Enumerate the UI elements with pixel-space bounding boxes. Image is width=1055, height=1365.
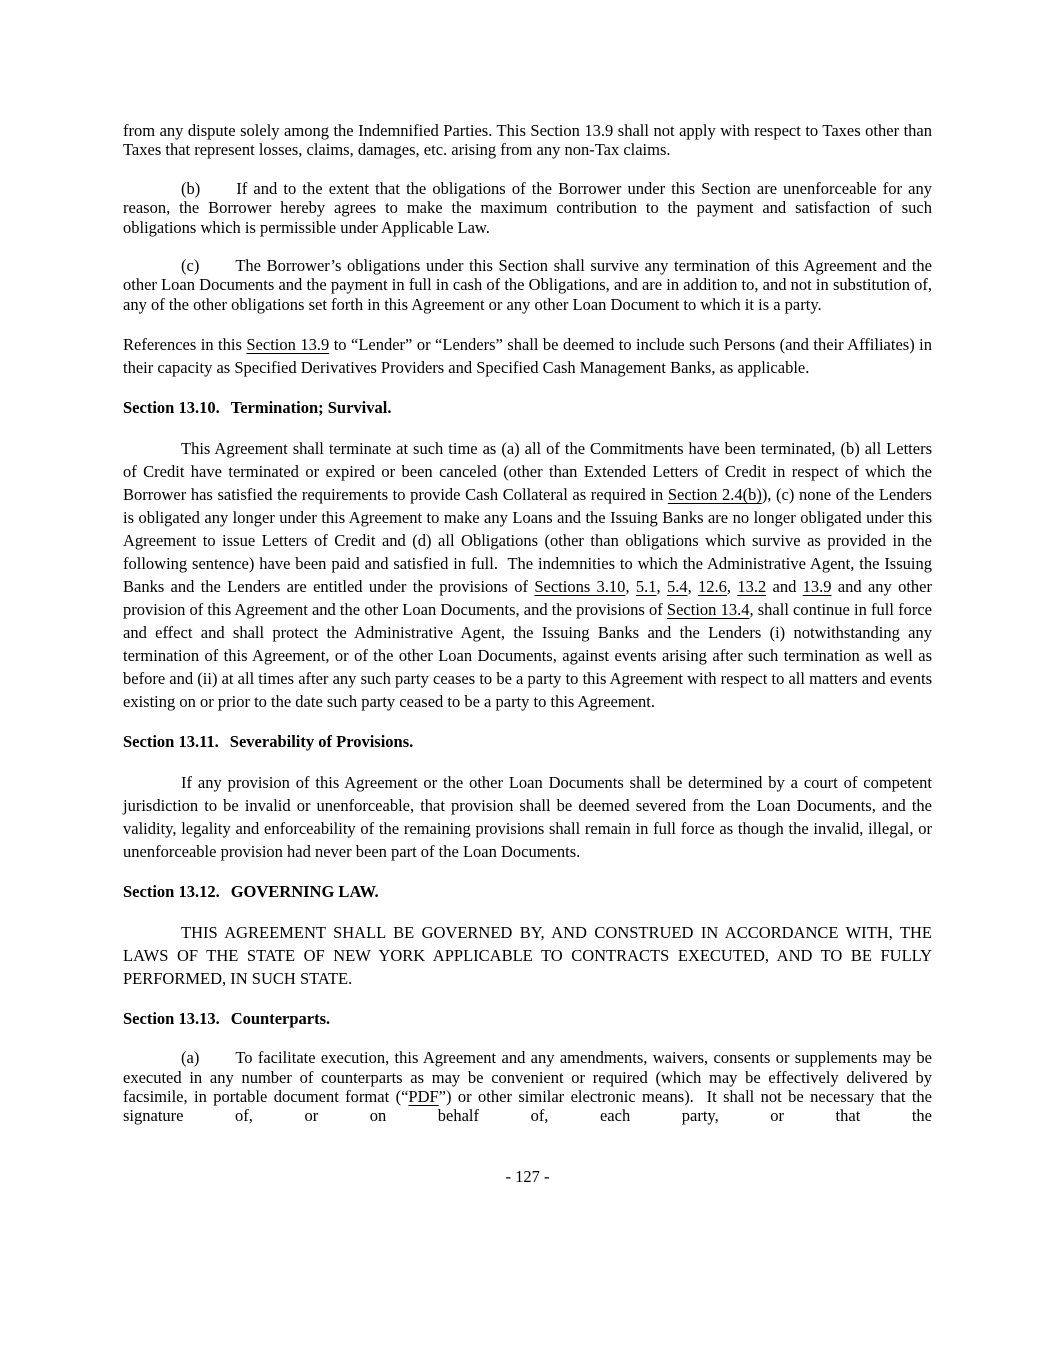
section-reference: Sections 3.10 [534, 577, 626, 597]
section-reference: 13.2 [737, 577, 767, 597]
text-segment: to “Lender” or “Lenders” shall be deemed to include such Persons (and their Affiliates) in their capacity as Specified Derivatives Providers and Specified Cash Management Banks, as applicable. [123, 335, 932, 378]
section-title: Severability of Provisions. [229, 732, 414, 752]
text-segment: This Agreement shall terminate at such time as (a) all of the Commitments have been terminated, (b) all Letters of Credit have terminated or expired or been canceled (other than Extended Letters of Credit in respect of which the Borrower has satisfied the requirements to provide Cash Collateral as required in [123, 439, 932, 505]
paragraph-13-12-body [123, 921, 932, 990]
defined-term-reference: PDF [408, 1087, 439, 1107]
paragraph-text: The Borrower’s obligations under this Section shall survive any termination of this Agreement and the other Loan Documents and the payment in full in cash of the Obligations, and are in addition to, and not in substitution of, any of the other obligations set forth in this Agreement or any other Loan Document to which it is a party. [123, 256, 932, 314]
list-marker: (a) [181, 1048, 200, 1068]
section-number: Section 13.13. [123, 1009, 220, 1029]
text-segment: , [625, 577, 636, 597]
section-heading-13-10 [123, 398, 932, 418]
section-title: Termination; Survival. [230, 398, 392, 418]
text-segment: , [726, 577, 738, 597]
section-reference: Section 13.4 [666, 600, 750, 620]
section-title: Counterparts. [230, 1009, 331, 1029]
list-marker: (c) [181, 256, 200, 276]
page-number: - 127 - [505, 1166, 550, 1186]
paragraph-a [123, 1048, 932, 1126]
section-heading-13-12 [123, 882, 932, 902]
section-number: Section 13.11. [123, 732, 219, 752]
text-segment: References in this [123, 335, 247, 355]
section-reference: Section 2.4(b) [667, 485, 762, 505]
section-heading-13-13 [123, 1009, 932, 1029]
section-number: Section 13.10. [123, 398, 220, 418]
section-reference: 13.9 [802, 577, 832, 597]
paragraph-b [123, 179, 932, 237]
text-segment: , shall continue in full force and effect and shall protect the Administrative Agent, the Issuing Banks and the Lenders (i) notwithstanding any termination of this Agreement, or of the other Loan Documents, against events arising after such termination as well as before and (ii) at all times after any such party ceases to be a party to this Agreement with respect to all matters and events existing on or prior to the date such party ceased to be a party to this Agreement. [123, 600, 932, 712]
paragraph-text: from any dispute solely among the Indemnified Parties. This Section 13.9 shall not apply with respect to Taxes other than Taxes that represent losses, claims, damages, etc. arising from any non-Tax claims. [123, 121, 932, 160]
text-segment: ), (c) none of the Lenders is obligated any longer under this Agreement to make any Loans and the Issuing Banks are no longer obligated under this Agreement to issue Letters of Credit and (d) all Obligations (other than obligations which survive as provided in the following sentence) have been paid and satisfied in full. The indemnities to which the Administrative Agent, the Issuing Banks and the Lenders are entitled under the provisions of [123, 485, 932, 597]
text-segment: , [656, 577, 667, 597]
paragraph-13-10-body [123, 437, 932, 713]
paragraph-13-11-body [123, 771, 932, 863]
text-segment: and [766, 577, 803, 597]
paragraph-references [123, 333, 932, 379]
list-marker: (b) [181, 178, 201, 198]
paragraph-continuation [123, 121, 932, 160]
text-segment: ”) or other similar electronic means). It shall not be necessary that the signature of, or on behalf of, each party, or that the [123, 1087, 932, 1126]
paragraph-text: THIS AGREEMENT SHALL BE GOVERNED BY, AND CONSTRUED IN ACCORDANCE WITH, THE LAWS OF THE STATE OF NEW YORK APPLICABLE TO CONTRACTS EXECUTED, AND TO BE FULLY PERFORMED, IN SUCH STATE. [123, 923, 932, 989]
section-reference: Section 13.9 [246, 335, 330, 355]
paragraph-c [123, 256, 932, 314]
section-title: GOVERNING LAW. [230, 882, 379, 902]
text-segment: , [687, 577, 698, 597]
section-reference: 12.6 [698, 577, 727, 597]
paragraph-text: If any provision of this Agreement or the other Loan Documents shall be determined by a court of competent jurisdiction to be invalid or unenforceable, that provision shall be deemed severed from the Loan Documents, and the validity, legality and enforceability of the remaining provisions shall remain in full force as though the invalid, illegal, or unenforceable provision had never been part of the Loan Documents. [123, 773, 932, 862]
section-reference: 5.1 [635, 577, 657, 597]
text-segment: and any other provision of this Agreement and the other Loan Documents, and the provisions of [123, 577, 932, 620]
section-reference: 5.4 [666, 577, 688, 597]
section-heading-13-11 [123, 732, 932, 752]
text-segment: To facilitate execution, this Agreement and any amendments, waivers, consents or supplements may be executed in any number of counterparts as may be convenient or required (which may be effectively delivered by facsimile, in portable document format (“ [123, 1048, 932, 1107]
paragraph-text: If and to the extent that the obligations of the Borrower under this Section are unenforceable for any reason, the Borrower hereby agrees to make the maximum contribution to the payment and satisfaction of such obligations which is permissible under Applicable Law. [123, 178, 932, 237]
section-number: Section 13.12. [123, 882, 220, 902]
